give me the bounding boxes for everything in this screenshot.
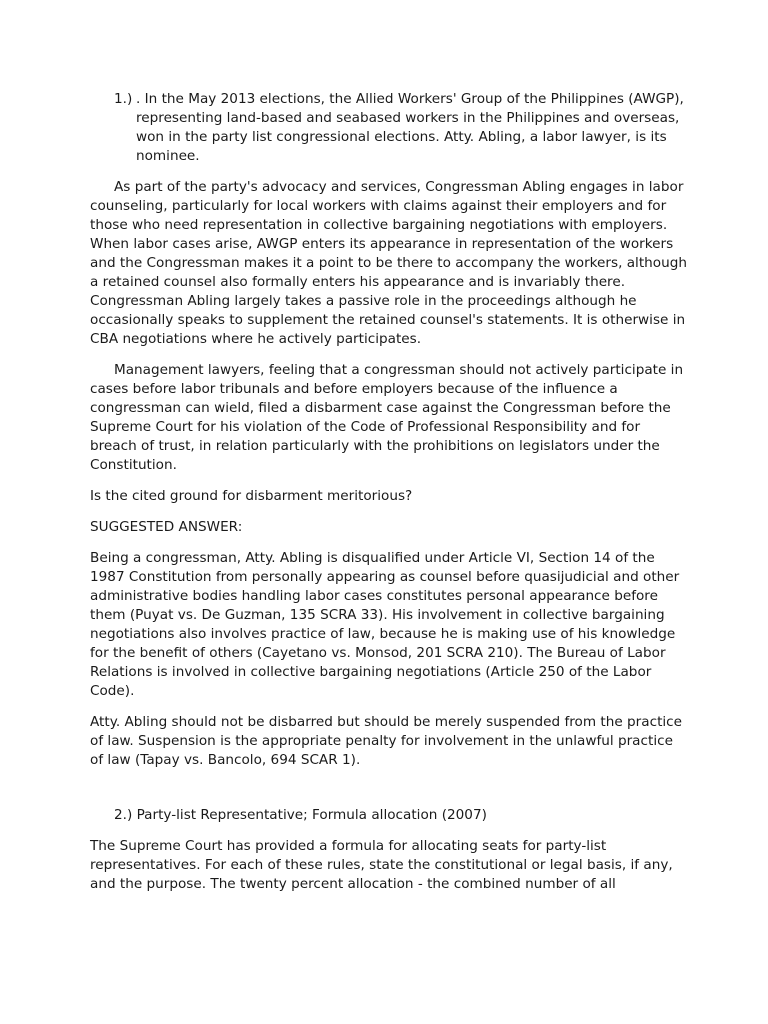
- facts-paragraph-2: Management lawyers, feeling that a congressman should not actively participate in cases before labor tribunals and before employers because of the influence a congressman can wield, filed a disbarment case against the Congressman before the Supreme Court for his violation of the Code of Professional Responsibility and for breach of trust, in relation particularly with the prohibitions on legislators under the Constitution.: [90, 362, 684, 473]
- document-page: [90, 90, 690, 906]
- answer-paragraph-2: Atty. Abling should not be disbarred but should be merely suspended from the practice of law. Suspension is the appropriate penalty for involvement in the unlawful practice of law (Tapay vs. Bancolo, 694 SCAR 1).: [90, 714, 683, 768]
- answer-paragraph-1: Being a congressman, Atty. Abling is disqualified under Article VI, Section 14 of the 1987 Constitution from personally appearing as counsel before quasijudicial and other administrative bodies handling labor cases constitutes personal appearance before them (Puyat vs. De Guzman, 135 SCRA 33). His involvement in collective bargaining negotiations also involves practice of law, because he is making use of his knowledge for the benefit of others (Cayetano vs. Monsod, 201 SCRA 210). The Bureau of Labor Relations is involved in collective bargaining negotiations (Article 250 of the Labor Code).: [90, 550, 680, 699]
- section-spacer: [90, 782, 690, 806]
- facts-paragraph-1: As part of the party's advocacy and services, Congressman Abling engages in labor counseling, particularly for local workers with claims against their employers and for those who need representation in collective bargaining negotiations with employers. When labor cases arise, AWGP enters its appearance in representation of the workers and the Congressman makes it a point to be there to accompany the workers, although a retained counsel also formally enters his appearance and is invariably there. Congressman Abling largely takes a passive role in the proceedings although he occasionally speaks to supplement the retained counsel's statements. It is otherwise in CBA negotiations where he actively participates.: [90, 179, 687, 347]
- question-1-text: . In the May 2013 elections, the Allied Workers' Group of the Philippines (AWGP), representing land-based and seabased workers in the Philippines and overseas, won in the party list congressional elections. Atty. Abling, a labor lawyer, is its nominee.: [136, 91, 684, 164]
- question-2-text: The Supreme Court has provided a formula for allocating seats for party-list representatives. For each of these rules, state the constitutional or legal basis, if any, and the purpose. The twenty percent allocation - the combined number of all: [90, 838, 673, 892]
- question-prompt: Is the cited ground for disbarment meritorious?: [90, 488, 413, 504]
- question-1: [114, 90, 690, 166]
- question-2-heading: 2.) Party-list Representative; Formula allocation (2007): [114, 807, 487, 823]
- question-1-number: 1.): [114, 91, 133, 107]
- suggested-answer-label: SUGGESTED ANSWER:: [90, 519, 243, 535]
